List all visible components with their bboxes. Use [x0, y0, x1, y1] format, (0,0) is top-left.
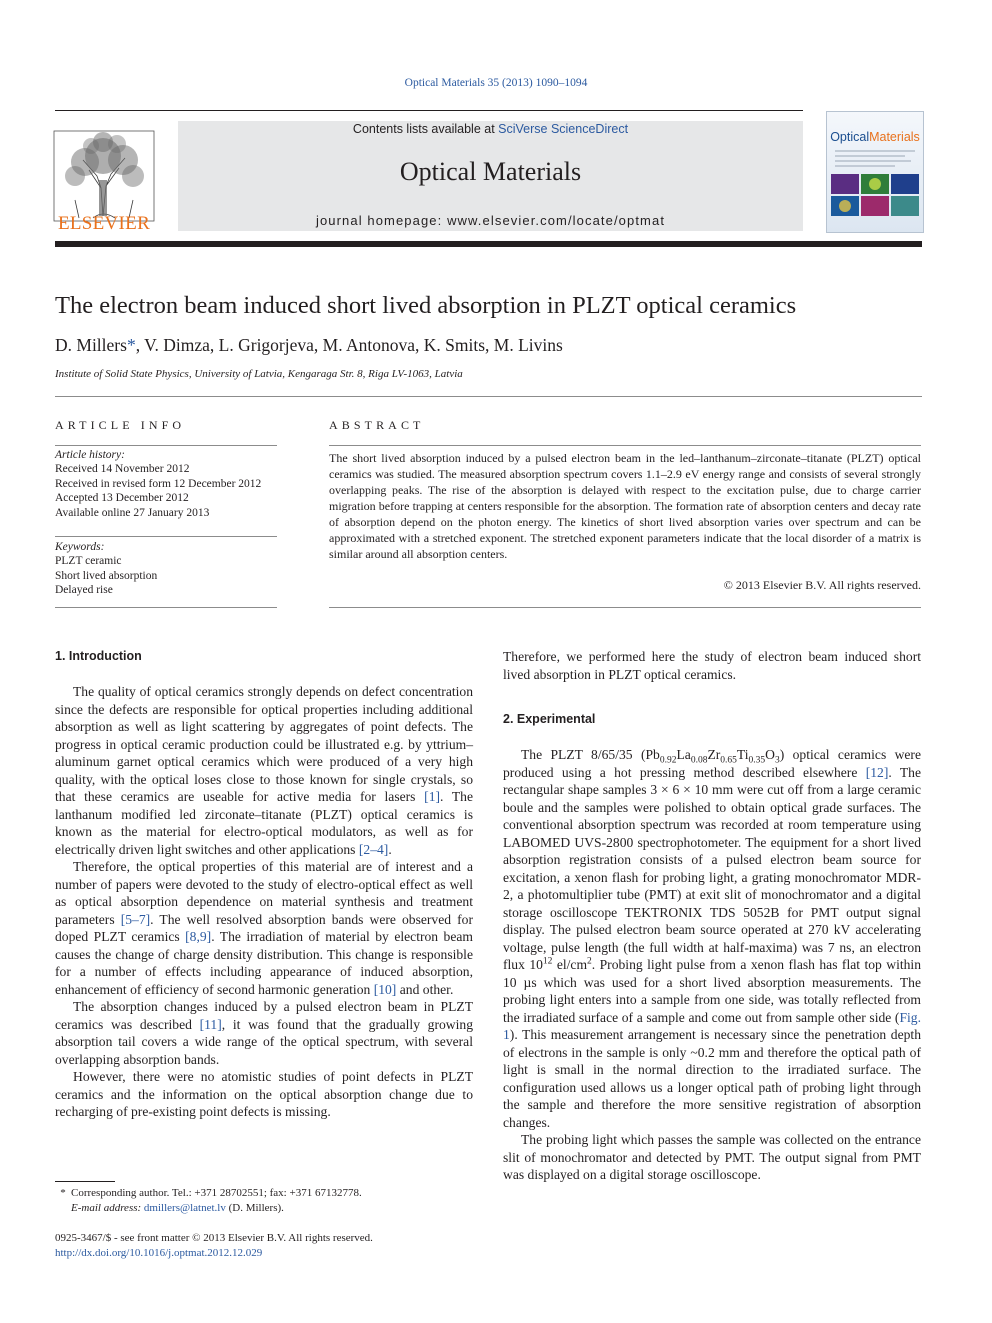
- keyword: Short lived absorption: [55, 569, 158, 582]
- citation-link[interactable]: [11]: [199, 1016, 222, 1032]
- citation-link[interactable]: [5–7]: [120, 911, 151, 927]
- citation-link[interactable]: [1]: [424, 789, 441, 804]
- citation-link[interactable]: [12]: [865, 764, 889, 780]
- footnote-rule: [55, 1181, 115, 1182]
- abstract-bottom-rule: [329, 607, 921, 608]
- article-info-bottom-rule: [55, 607, 277, 608]
- cover-text-lines-icon: [835, 148, 915, 168]
- article-title: The electron beam induced short lived absorption in PLZT optical ceramics: [55, 292, 797, 319]
- cover-images-icon: [831, 174, 919, 216]
- journal-homepage: journal homepage: www.elsevier.com/locate/optmat: [315, 213, 666, 228]
- experimental-body: [503, 746, 921, 1184]
- author-email-link[interactable]: dmillers@latnet.lv: [143, 1201, 226, 1214]
- keyword: Delayed rise: [55, 584, 113, 597]
- journal-reference-link[interactable]: Optical Materials 35 (2013) 1090–1094: [404, 77, 588, 89]
- journal-title: Optical Materials: [399, 157, 582, 186]
- abstract-rule: [329, 445, 921, 446]
- header-rule: [55, 110, 803, 111]
- corresponding-author-mark[interactable]: *: [126, 335, 136, 355]
- journal-cover-thumbnail[interactable]: [826, 111, 924, 233]
- keywords-rule: [55, 536, 277, 537]
- front-matter-notice: 0925-3467/$ - see front matter © 2013 Elsevier B.V. All rights reserved. http://dx.doi.org/10.1016/j.optmat.2012.12.029: [55, 1232, 373, 1259]
- section-heading-introduction: 1. Introduction: [55, 649, 142, 663]
- keyword: PLZT ceramic: [55, 555, 122, 568]
- article-info-rule: [55, 445, 277, 446]
- section-heading-experimental: 2. Experimental: [503, 712, 596, 726]
- abstract-text: The short lived absorption induced by a pulsed electron beam in the led–lanthanum–zirconate–titanate (PLZT) optical ceramics was studied. The measured absorption spectrum covers 1.1–2.9 eV energy range and consists of several strongly overlapping peaks. The rise of the absorption is delayed with respect to the excitation pulse, due to charge carrier migration before trapping at centers responsible for the absorption. The formation rate of absorption centers and decay rate of absorption depend on the photon energy. The kinetics of short lived absorption varies over spectrum and can be approximated with a stretched exponent. The stretched exponent parameters indicate that the local disorder of a matrix is similar around all absorption centers.: [329, 451, 921, 561]
- intro-paragraph: Therefore, the optical properties of this material are of interest and a number of papers were devoted to the study of electro-optical effect as well as optical absorption dependence on material synthesis and treatment parameters [5–7]. The well resolved absorption bands were observed for doped PLZT ceramics [8,9]. The irradiation of material by electron beam causes the change of charge density distribution. This change is responsible for a number of effects including appearance of induced absorption, enhancement of efficiency of second harmonic generation [10] and other.: [55, 859, 473, 997]
- introduction-continued: [503, 648, 921, 683]
- title-block-rule: [55, 396, 922, 397]
- abstract-heading: ABSTRACT: [329, 418, 425, 432]
- abstract-copyright: © 2013 Elsevier B.V. All rights reserved.: [723, 578, 921, 592]
- doi-link[interactable]: http://dx.doi.org/10.1016/j.optmat.2012.12.029: [55, 1246, 263, 1259]
- experimental-paragraph: The PLZT 8/65/35 $(Pb_{0.92}La_{0.08}Zr_{0.65}Ti_{0.35}O_3)$ optical ceramics were produced using a hot pressing method described elsewhere [12]. The rectangular shape samples 3 × 6 × 10 mm were cut off from a large ceramic boule and the samples were polished to obtain optical grade surfaces. The conventional absorption spectrum was recorded at room temperature using LABOMED UVS-2800 spectrophotometer. The equipment for a short lived absorption registration consists of a pulsed electron beam source for excitation, a xenon flash for probing light, a grating monochromator MDR-2, a photomultiplier tube (PMT) at exit slit of monochromator and a digital storage oscilloscope TEKTRONIX TDS 5052B for PMT output signal display. The pulsed electron beam source operated at 270 kV accelerating voltage, pulse length (the full width at half-maxima) was 7 ns, an electron flux $10^{12}$ $el/cm^2$. Probing light pulse from a xenon flash has flat top within 10 µs which was used for a short lived absorption measurements. The probing light enters into a sample from one side, was totally reflected from the irradiated surface of a sample and come out from sample other side (Fig. 1). This measurement arrangement is necessary since the penetration depth of electrons in the sample is only ~0.2 mm and therefore the optical path of light is small in the normal direction to the irradiated surface. The configuration used allows us a longer optical path of probing light through the sample and therefore the more sensitive registration of absorption changes.: [503, 747, 922, 1130]
- cover-title: OpticalMaterials: [830, 130, 920, 144]
- author-affiliation: Institute of Solid State Physics, University of Latvia, Kengaraga Str. 8, Riga LV-1063, Latvia: [55, 368, 463, 380]
- intro-paragraph: However, there were no atomistic studies of point defects in PLZT ceramics and the information on the optical absorption change due to recharging of pre-existing point defects is missing.: [55, 1069, 473, 1119]
- intro-paragraph: The quality of optical ceramics strongly depends on defect concentration since the defects are responsible for optical properties including additional absorption as well as light scattering by aggregates of point defects. The progress in optical ceramic production could be illustrated e.g. by yttrium–aluminum garnet optical ceramics which were produced of a very high quality, with the optical loses close to those known for single crystals, so that these ceramics are useable for active media for lasers [1]. The lanthanum modified led zirconate–titanate (PLZT) optical ceramics is known as the material for electro-optical modulators, as well as for electrically driven light switches and other applications [2–4].: [55, 684, 474, 857]
- experimental-paragraph: The probing light which passes the sample was collected on the entrance slit of monochromator and detected by PMT. The output signal from PMT was displayed on a digital storage oscilloscope.: [503, 1132, 921, 1182]
- introduction-body: [55, 683, 473, 1121]
- citation-link[interactable]: [10]: [373, 981, 397, 997]
- corresponding-author-footnote: * Corresponding author. Tel.: +371 28702551; fax: +371 67132778. E-mail address: dmillers@latnet.lv (D. Millers).: [60, 1187, 362, 1214]
- sciencedirect-link[interactable]: SciVerse ScienceDirect: [498, 122, 629, 136]
- citation-link[interactable]: [2–4]: [358, 841, 389, 857]
- keywords: Keywords: PLZT ceramic Short lived absorption Delayed rise: [55, 540, 277, 598]
- header-thick-rule: [55, 241, 922, 247]
- article-info-heading: ARTICLE INFO: [55, 418, 186, 432]
- intro-paragraph: Therefore, we performed here the study of electron beam induced short lived absorption in PLZT optical ceramics.: [503, 649, 921, 682]
- homepage-url-link[interactable]: www.elsevier.com/locate/optmat: [447, 213, 666, 228]
- author-list: D. Millers*, V. Dimza, L. Grigorjeva, M. Antonova, K. Smits, M. Livins: [55, 335, 563, 355]
- article-history: Article history: Received 14 November 2012 Received in revised form 12 December 2012 Accepted 13 December 2012 Available online 27 January 2013: [55, 449, 262, 519]
- figure-link[interactable]: Fig. 1: [503, 1009, 921, 1042]
- elsevier-wordmark: ELSEVIER: [57, 213, 151, 234]
- contents-availability: Contents lists available at SciVerse ScienceDirect: [352, 122, 629, 136]
- intro-paragraph: The absorption changes induced by a pulsed electron beam in PLZT ceramics was described [11], it was found that the gradually growing absorption tail covers a wide range of the optical spectrum, with several overlapping absorption bands.: [55, 999, 473, 1067]
- citation-link[interactable]: [8,9]: [185, 929, 212, 944]
